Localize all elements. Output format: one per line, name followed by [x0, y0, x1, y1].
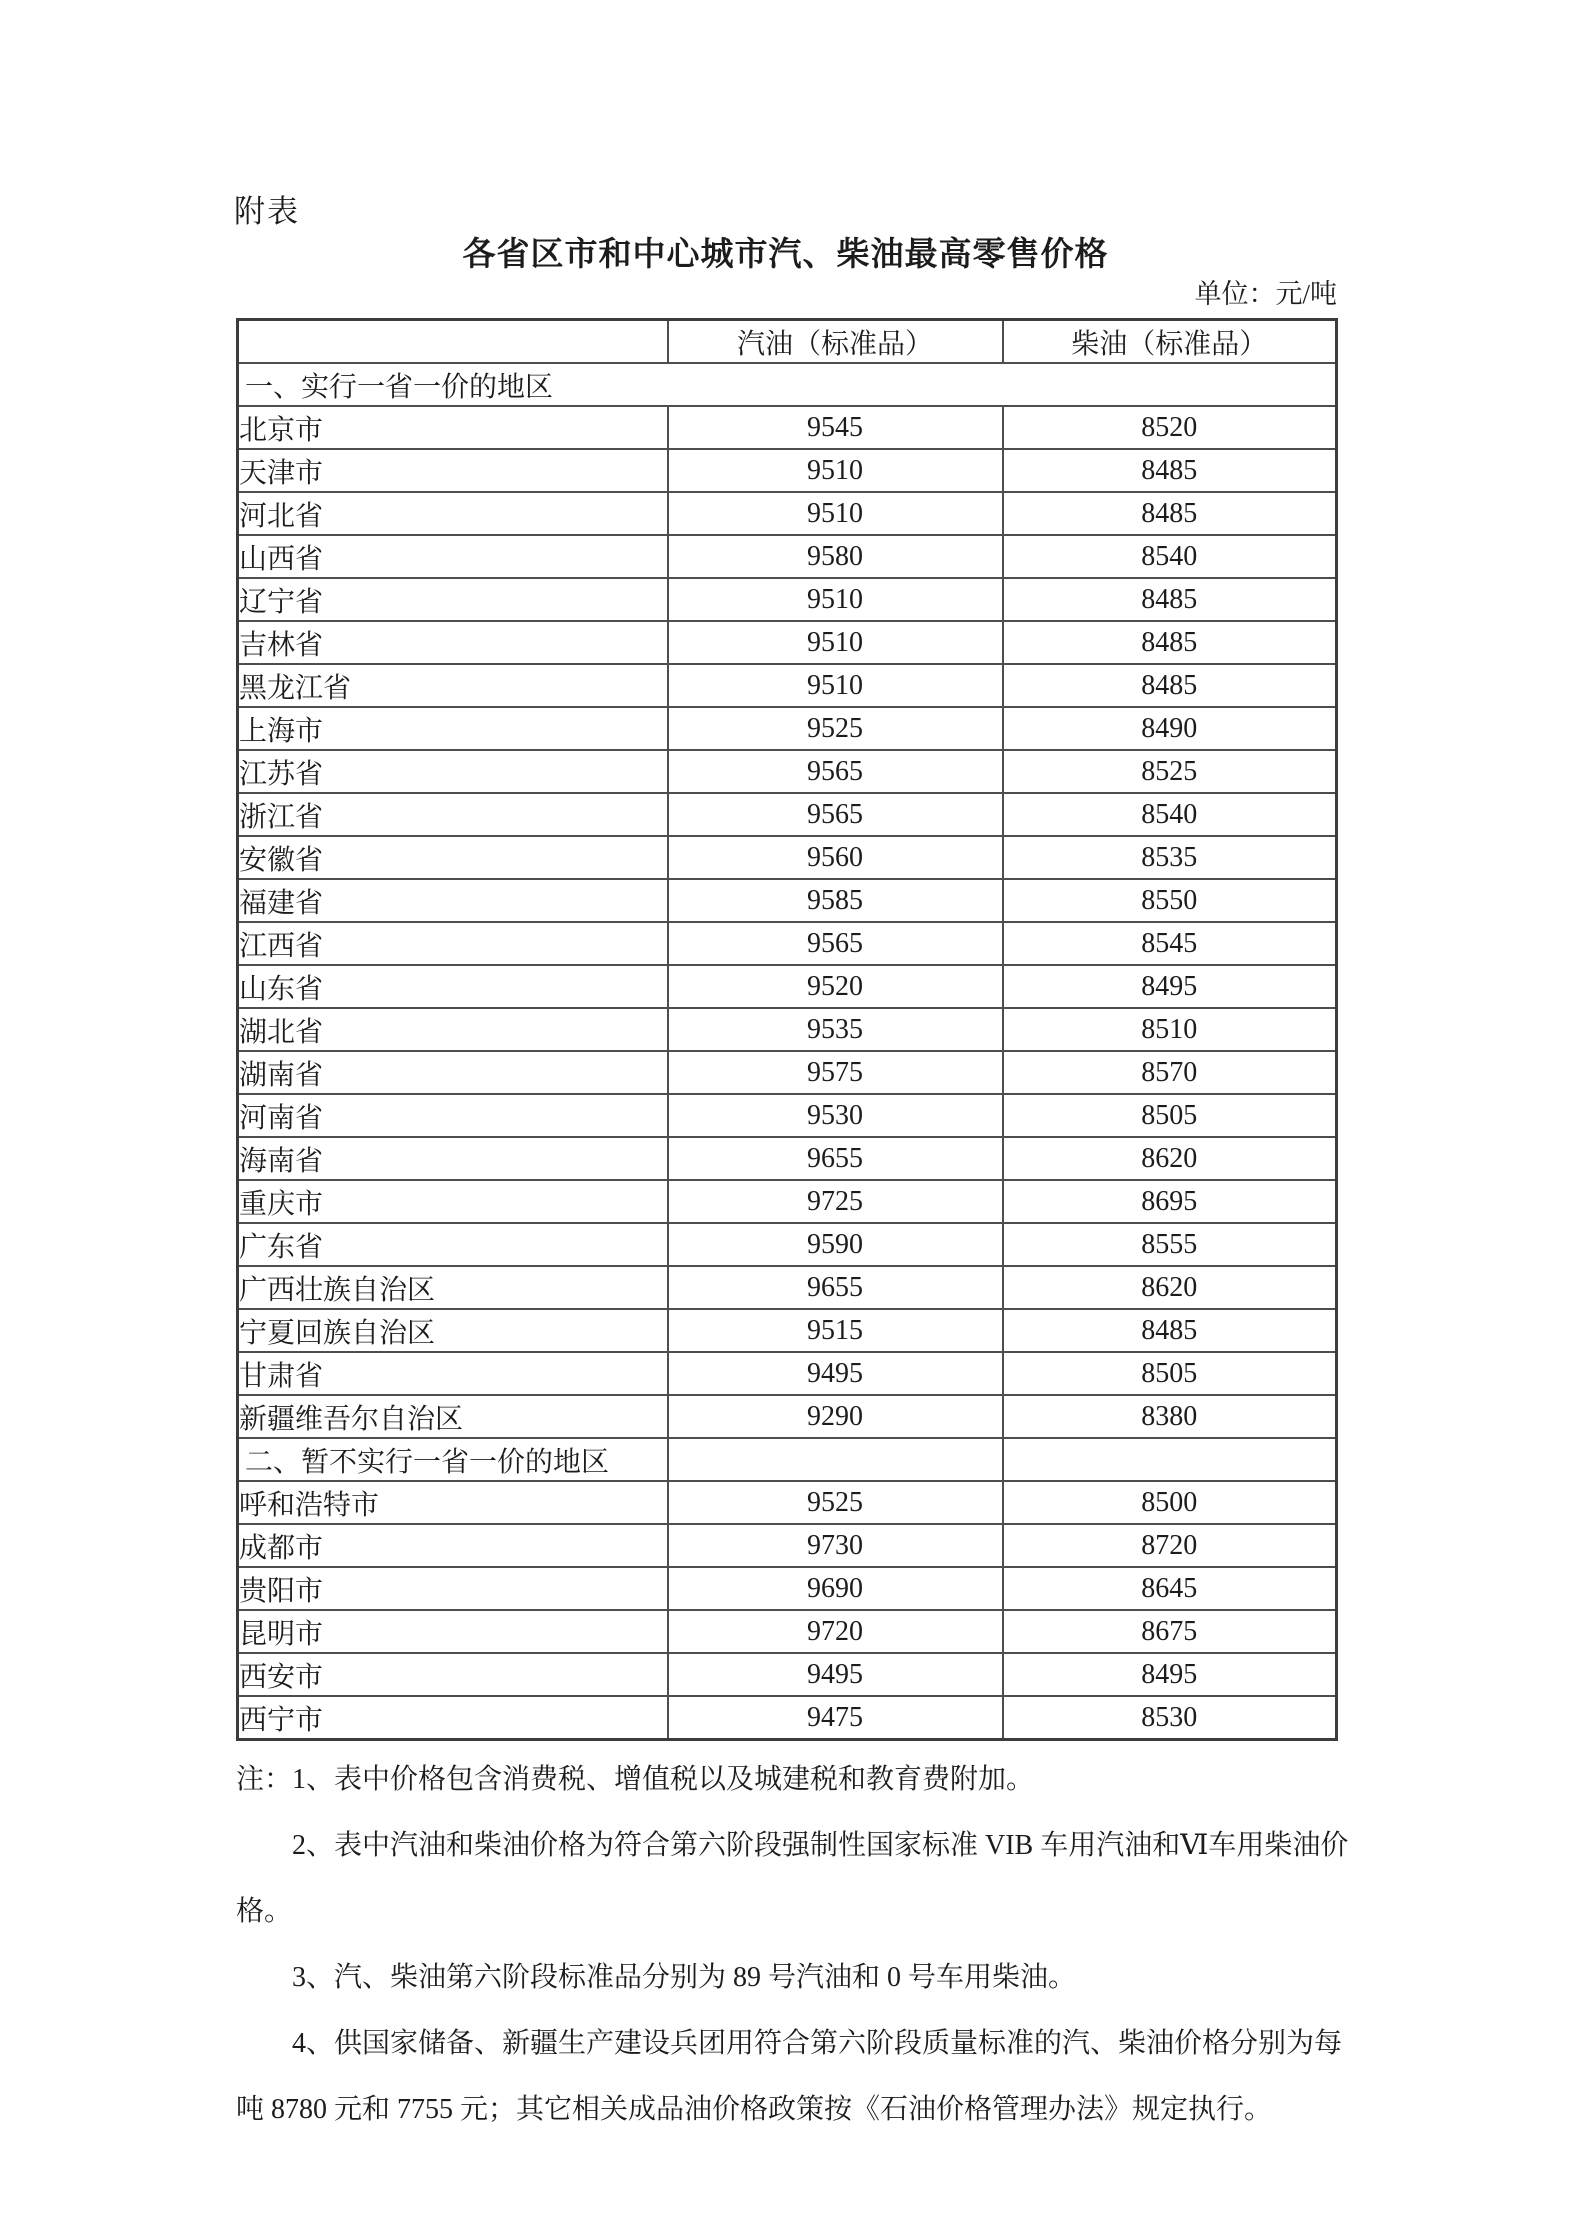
diesel-price-cell: 8505 — [1003, 1094, 1337, 1137]
region-cell: 黑龙江省 — [238, 664, 668, 707]
gasoline-price-cell: 9510 — [668, 492, 1003, 535]
gasoline-price-cell: 9510 — [668, 664, 1003, 707]
region-cell: 天津市 — [238, 449, 668, 492]
table-row — [238, 707, 1337, 750]
table-row — [238, 793, 1337, 836]
table-row — [238, 965, 1337, 1008]
diesel-price-cell: 8505 — [1003, 1352, 1337, 1395]
diesel-price-cell: 8495 — [1003, 965, 1337, 1008]
gasoline-price-cell: 9565 — [668, 922, 1003, 965]
gasoline-price-cell: 9560 — [668, 836, 1003, 879]
gasoline-column-header: 汽油（标准品） — [668, 320, 1003, 364]
diesel-price-cell: 8545 — [1003, 922, 1337, 965]
table-row — [238, 836, 1337, 879]
region-cell: 北京市 — [238, 406, 668, 449]
price-table — [236, 318, 1338, 1741]
notes-block — [236, 1747, 1416, 2143]
gasoline-price-cell: 9290 — [668, 1395, 1003, 1438]
diesel-price-cell: 8675 — [1003, 1610, 1337, 1653]
region-cell: 甘肃省 — [238, 1352, 668, 1395]
gasoline-price-cell: 9585 — [668, 879, 1003, 922]
table-row — [238, 664, 1337, 707]
table-row — [238, 1524, 1337, 1567]
region-cell: 河北省 — [238, 492, 668, 535]
table-row — [238, 535, 1337, 578]
table-row — [238, 1567, 1337, 1610]
region-cell: 广西壮族自治区 — [238, 1266, 668, 1309]
gasoline-price-cell: 9495 — [668, 1653, 1003, 1696]
diesel-price-cell: 8380 — [1003, 1395, 1337, 1438]
diesel-price-cell: 8535 — [1003, 836, 1337, 879]
region-cell: 江西省 — [238, 922, 668, 965]
diesel-price-cell: 8485 — [1003, 1309, 1337, 1352]
region-cell: 成都市 — [238, 1524, 668, 1567]
diesel-price-cell: 8510 — [1003, 1008, 1337, 1051]
diesel-column-header: 柴油（标准品） — [1003, 320, 1337, 364]
region-cell: 湖北省 — [238, 1008, 668, 1051]
diesel-price-cell: 8695 — [1003, 1180, 1337, 1223]
section-header: 一、实行一省一价的地区 — [238, 363, 1337, 406]
table-row — [238, 879, 1337, 922]
table-row — [238, 1653, 1337, 1696]
gasoline-price-cell: 9510 — [668, 449, 1003, 492]
note-line: 3、汽、柴油第六阶段标准品分别为 89 号汽油和 0 号车用柴油。 — [292, 1962, 1077, 1993]
table-row — [238, 1051, 1337, 1094]
gasoline-price-cell: 9530 — [668, 1094, 1003, 1137]
empty-cell — [1003, 1438, 1337, 1481]
region-cell: 江苏省 — [238, 750, 668, 793]
region-cell: 新疆维吾尔自治区 — [238, 1395, 668, 1438]
attachment-label: 附表 — [234, 194, 300, 229]
diesel-price-cell: 8485 — [1003, 664, 1337, 707]
gasoline-price-cell: 9525 — [668, 1481, 1003, 1524]
diesel-price-cell: 8495 — [1003, 1653, 1337, 1696]
gasoline-price-cell: 9590 — [668, 1223, 1003, 1266]
region-cell: 广东省 — [238, 1223, 668, 1266]
region-cell: 重庆市 — [238, 1180, 668, 1223]
empty-cell — [668, 1438, 1003, 1481]
gasoline-price-cell: 9725 — [668, 1180, 1003, 1223]
gasoline-price-cell: 9565 — [668, 793, 1003, 836]
table-row — [238, 1481, 1337, 1524]
region-cell: 山西省 — [238, 535, 668, 578]
table-row — [238, 1395, 1337, 1438]
region-cell: 呼和浩特市 — [238, 1481, 668, 1524]
table-row — [238, 1309, 1337, 1352]
gasoline-price-cell: 9655 — [668, 1137, 1003, 1180]
region-cell: 安徽省 — [238, 836, 668, 879]
table-row — [238, 1610, 1337, 1653]
diesel-price-cell: 8525 — [1003, 750, 1337, 793]
table-row — [238, 406, 1337, 449]
region-cell: 宁夏回族自治区 — [238, 1309, 668, 1352]
diesel-price-cell: 8485 — [1003, 492, 1337, 535]
diesel-price-cell: 8570 — [1003, 1051, 1337, 1094]
unit-label: 单位：元/吨 — [1194, 279, 1337, 309]
region-cell: 上海市 — [238, 707, 668, 750]
diesel-price-cell: 8500 — [1003, 1481, 1337, 1524]
gasoline-price-cell: 9520 — [668, 965, 1003, 1008]
region-cell: 贵阳市 — [238, 1567, 668, 1610]
gasoline-price-cell: 9495 — [668, 1352, 1003, 1395]
table-row — [238, 492, 1337, 535]
page-title: 各省区市和中心城市汽、柴油最高零售价格 — [462, 235, 1109, 272]
note-line: 格。 — [236, 1896, 293, 1927]
region-cell: 西宁市 — [238, 1696, 668, 1740]
region-cell: 浙江省 — [238, 793, 668, 836]
diesel-price-cell: 8620 — [1003, 1266, 1337, 1309]
table-row — [238, 621, 1337, 664]
gasoline-price-cell: 9510 — [668, 621, 1003, 664]
gasoline-price-cell: 9515 — [668, 1309, 1003, 1352]
diesel-price-cell: 8555 — [1003, 1223, 1337, 1266]
table-row — [238, 1696, 1337, 1740]
diesel-price-cell: 8620 — [1003, 1137, 1337, 1180]
diesel-price-cell: 8520 — [1003, 406, 1337, 449]
table-row — [238, 1180, 1337, 1223]
gasoline-price-cell: 9575 — [668, 1051, 1003, 1094]
note-line: 注：1、表中价格包含消费税、增值税以及城建税和教育费附加。 — [236, 1764, 1035, 1795]
table-row — [238, 922, 1337, 965]
gasoline-price-cell: 9730 — [668, 1524, 1003, 1567]
region-cell: 福建省 — [238, 879, 668, 922]
region-column-header — [238, 320, 668, 364]
table-row — [238, 1352, 1337, 1395]
diesel-price-cell: 8485 — [1003, 621, 1337, 664]
table-row — [238, 1223, 1337, 1266]
gasoline-price-cell: 9525 — [668, 707, 1003, 750]
gasoline-price-cell: 9655 — [668, 1266, 1003, 1309]
section-header-row — [238, 363, 1337, 406]
region-cell: 山东省 — [238, 965, 668, 1008]
gasoline-price-cell: 9690 — [668, 1567, 1003, 1610]
diesel-price-cell: 8645 — [1003, 1567, 1337, 1610]
note-line: 2、表中汽油和柴油价格为符合第六阶段强制性国家标准 VIB 车用汽油和Ⅵ车用柴油价 — [292, 1830, 1349, 1861]
diesel-price-cell: 8485 — [1003, 449, 1337, 492]
table-row — [238, 1008, 1337, 1051]
diesel-price-cell: 8550 — [1003, 879, 1337, 922]
table-row — [238, 1266, 1337, 1309]
section-header-row — [238, 1438, 1337, 1481]
diesel-price-cell: 8720 — [1003, 1524, 1337, 1567]
region-cell: 河南省 — [238, 1094, 668, 1137]
table-row — [238, 578, 1337, 621]
gasoline-price-cell: 9510 — [668, 578, 1003, 621]
diesel-price-cell: 8490 — [1003, 707, 1337, 750]
table-header-row — [238, 320, 1337, 364]
section-header: 二、暂不实行一省一价的地区 — [238, 1438, 668, 1481]
region-cell: 辽宁省 — [238, 578, 668, 621]
region-cell: 吉林省 — [238, 621, 668, 664]
diesel-price-cell: 8540 — [1003, 535, 1337, 578]
gasoline-price-cell: 9565 — [668, 750, 1003, 793]
gasoline-price-cell: 9580 — [668, 535, 1003, 578]
region-cell: 海南省 — [238, 1137, 668, 1180]
diesel-price-cell: 8540 — [1003, 793, 1337, 836]
table-row — [238, 1137, 1337, 1180]
region-cell: 湖南省 — [238, 1051, 668, 1094]
table-row — [238, 449, 1337, 492]
gasoline-price-cell: 9545 — [668, 406, 1003, 449]
gasoline-price-cell: 9720 — [668, 1610, 1003, 1653]
region-cell: 昆明市 — [238, 1610, 668, 1653]
table-row — [238, 1094, 1337, 1137]
table-row — [238, 750, 1337, 793]
gasoline-price-cell: 9475 — [668, 1696, 1003, 1740]
diesel-price-cell: 8485 — [1003, 578, 1337, 621]
region-cell: 西安市 — [238, 1653, 668, 1696]
diesel-price-cell: 8530 — [1003, 1696, 1337, 1740]
note-line: 4、供国家储备、新疆生产建设兵团用符合第六阶段质量标准的汽、柴油价格分别为每 — [292, 2028, 1343, 2059]
note-line: 吨 8780 元和 7755 元；其它相关成品油价格政策按《石油价格管理办法》规定执行。 — [236, 2094, 1273, 2125]
gasoline-price-cell: 9535 — [668, 1008, 1003, 1051]
